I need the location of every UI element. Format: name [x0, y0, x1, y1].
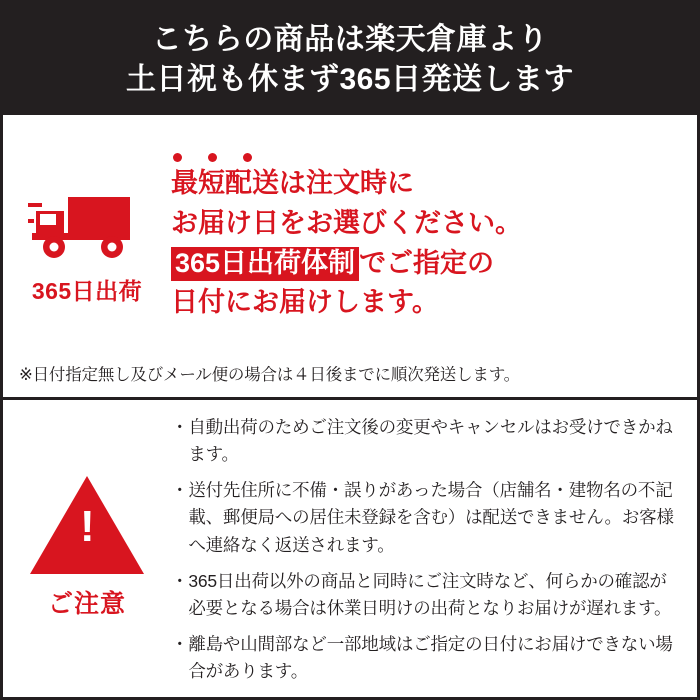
delivery-line-1: 最短配送は注文時に: [171, 167, 414, 198]
list-item: [171, 414, 683, 468]
dot-2: [208, 153, 217, 162]
bullet-icon: ・: [171, 570, 189, 591]
bullet-icon: ・: [171, 633, 189, 654]
warning-triangle-icon: [30, 476, 144, 574]
list-item-text: 離島や山間部など一部地域はご指定の日付にお届けできない場合があります。: [188, 633, 673, 681]
truck-label: 365日出荷: [31, 277, 143, 304]
banner-header: [3, 3, 697, 115]
list-item-text: 365日出荷以外の商品と同時にご注文時など、何らかの確認が必要となる場合は休業日明けの出荷となりお届けが遅れます。: [188, 570, 672, 618]
truck-icon: [28, 185, 146, 261]
delivery-line-2: お届け日をお選びください。: [171, 207, 522, 238]
caution-section: [3, 400, 697, 697]
caution-list: [171, 414, 697, 694]
list-item-text: 自動出荷のためご注文後の変更やキャンセルはお受けできかねます。: [188, 417, 673, 465]
bullet-icon: ・: [171, 417, 189, 437]
delivery-highlight: 365日出荷体制: [171, 247, 359, 281]
list-item: [171, 568, 683, 622]
delivery-text: [171, 153, 697, 324]
list-item-text: 送付先住所に不備・誤りがあった場合（店舗名・建物名の不記載、郵便局への居住未登録を含む）は配送できません。お客様へ連絡なく返送されます。: [188, 480, 674, 555]
delivery-note: ※日付指定無し及びメール便の場合は４日後までに順次発送します。: [19, 366, 520, 384]
delivery-body: [3, 115, 697, 361]
caution-icon-column: [3, 414, 171, 620]
truck-column: [3, 171, 171, 306]
list-item: [171, 631, 683, 685]
list-item: [171, 477, 683, 558]
dot-1: [173, 153, 182, 162]
header-line-2: 土日祝も休まず365日発送します: [125, 63, 575, 96]
dot-3: [243, 153, 252, 162]
delivery-section: [3, 115, 697, 400]
delivery-line-4: 日付にお届けします。: [171, 287, 439, 318]
delivery-line-3-rest: でご指定の: [359, 247, 495, 278]
decorative-dots: [173, 153, 685, 162]
delivery-line-3: [171, 244, 685, 284]
bullet-icon: ・: [171, 480, 189, 501]
exclamation-mark: !: [80, 502, 95, 551]
header-line-1: こちらの商品は楽天倉庫より: [151, 22, 549, 56]
caution-label: ご注意: [47, 590, 126, 618]
